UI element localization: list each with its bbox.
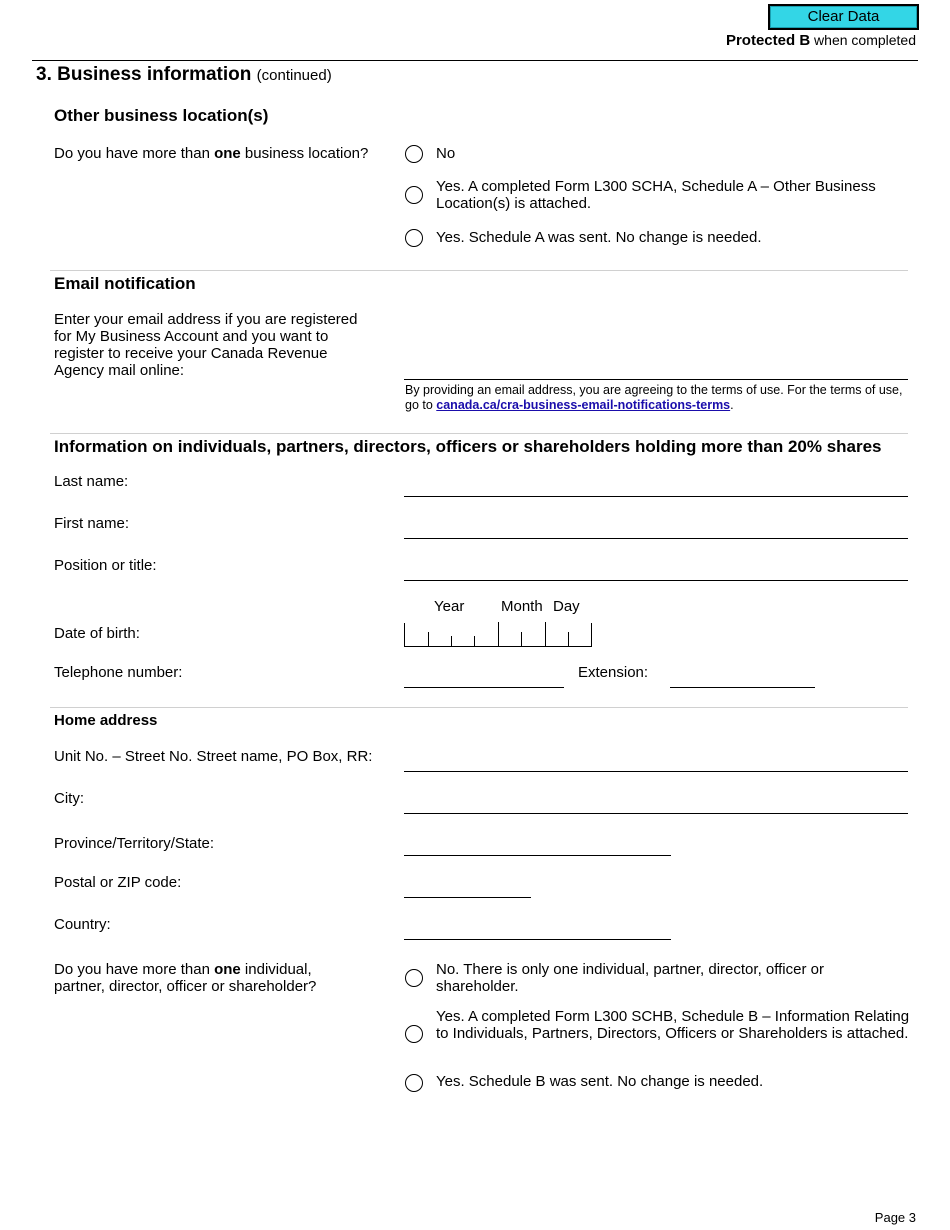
province-input[interactable] xyxy=(404,834,671,856)
other-locations-title: Other business location(s) xyxy=(54,106,269,125)
email-terms-text: By providing an email address, you are agreeing to the terms of use. For the terms of use, go to xyxy=(405,383,903,412)
city-input[interactable] xyxy=(404,792,908,814)
multi-q-bold: one xyxy=(214,961,241,978)
email-terms-link[interactable]: canada.ca/cra-business-email-notifications-terms xyxy=(436,398,731,412)
page-number: Page 3 xyxy=(874,1210,916,1225)
position-label: Position or title: xyxy=(54,557,157,574)
header-divider xyxy=(32,60,918,61)
position-input[interactable] xyxy=(404,559,908,581)
other-locations-option-yes-attached: Yes. A completed Form L300 SCHA, Schedule A – Other Business Location(s) is attached. xyxy=(436,178,876,212)
clear-data-button[interactable]: Clear Data xyxy=(768,4,919,30)
email-terms-end: . xyxy=(730,398,734,412)
multi-option-yes-attached: Yes. A completed Form L300 SCHB, Schedule B – Information Relating to Individuals, Partners, Directors, Officers or Shareholders is attached. xyxy=(436,1008,910,1042)
protected-b-notice xyxy=(726,32,916,49)
protected-b-suffix: when completed xyxy=(810,32,916,48)
last-name-label: Last name: xyxy=(54,473,129,490)
dob-tick xyxy=(428,632,429,646)
country-input[interactable] xyxy=(404,918,671,940)
email-input[interactable] xyxy=(404,358,908,380)
section-divider xyxy=(50,270,908,271)
multi-q-pre: Do you have more than xyxy=(54,961,215,978)
other-locations-radio-yes-attached[interactable] xyxy=(405,186,423,204)
other-locations-option-no: No xyxy=(436,145,456,162)
dob-tick xyxy=(521,632,522,646)
multi-option-yes-sent: Yes. Schedule B was sent. No change is needed. xyxy=(436,1073,764,1090)
multi-radio-yes-attached[interactable] xyxy=(405,1025,423,1043)
country-label: Country: xyxy=(54,916,111,933)
other-locations-radio-no[interactable] xyxy=(405,145,423,163)
dob-tick xyxy=(474,636,475,646)
first-name-input[interactable] xyxy=(404,517,908,539)
postal-input[interactable] xyxy=(404,876,531,898)
other-locations-q-pre: Do you have more than xyxy=(54,145,215,162)
protected-b-label: Protected B xyxy=(725,32,811,49)
dob-month-header: Month xyxy=(501,598,543,615)
other-locations-q-post: business location? xyxy=(240,145,369,162)
dob-tick xyxy=(568,632,569,646)
telephone-label: Telephone number: xyxy=(54,664,183,681)
multi-radio-yes-sent[interactable] xyxy=(405,1074,423,1092)
last-name-input[interactable] xyxy=(404,475,908,497)
extension-input[interactable] xyxy=(670,666,815,688)
multi-option-no: No. There is only one individual, partner, director, officer or shareholder. xyxy=(436,961,824,995)
dob-tick xyxy=(545,622,546,646)
section-continued: (continued) xyxy=(256,67,332,84)
home-address-title: Home address xyxy=(54,712,158,729)
dob-day-header: Day xyxy=(553,598,580,615)
city-label: City: xyxy=(54,790,84,807)
multiple-individuals-question xyxy=(54,961,344,995)
province-label: Province/Territory/State: xyxy=(54,835,215,852)
section-divider xyxy=(50,433,908,434)
street-label: Unit No. – Street No. Street name, PO Box, RR: xyxy=(54,748,373,765)
dob-tick xyxy=(498,622,499,646)
extension-label: Extension: xyxy=(578,664,649,681)
section-divider xyxy=(50,707,908,708)
postal-label: Postal or ZIP code: xyxy=(54,874,182,891)
email-instructions: Enter your email address if you are registered for My Business Account and you want to register to receive your Canada Revenue Agency mail online: xyxy=(54,311,358,379)
other-locations-question xyxy=(54,145,368,162)
first-name-label: First name: xyxy=(54,515,130,532)
other-locations-option-yes-sent: Yes. Schedule A was sent. No change is needed. xyxy=(436,229,762,246)
dob-comb-field[interactable] xyxy=(404,623,592,647)
individuals-title: Information on individuals, partners, directors, officers or shareholders holding more than 20% shares xyxy=(54,437,882,456)
other-locations-q-bold: one xyxy=(214,145,241,162)
email-notification-title: Email notification xyxy=(54,274,196,293)
multi-q-post: individual, partner, director, officer or shareholder? xyxy=(54,961,317,995)
dob-label: Date of birth: xyxy=(54,625,140,642)
section-title-text: 3. Business information xyxy=(36,64,252,85)
telephone-input[interactable] xyxy=(404,666,564,688)
street-input[interactable] xyxy=(404,750,908,772)
email-terms xyxy=(405,383,910,413)
dob-tick xyxy=(451,636,452,646)
section-title xyxy=(36,64,332,86)
other-locations-radio-yes-sent[interactable] xyxy=(405,229,423,247)
dob-year-header: Year xyxy=(434,598,465,615)
multi-radio-no[interactable] xyxy=(405,969,423,987)
